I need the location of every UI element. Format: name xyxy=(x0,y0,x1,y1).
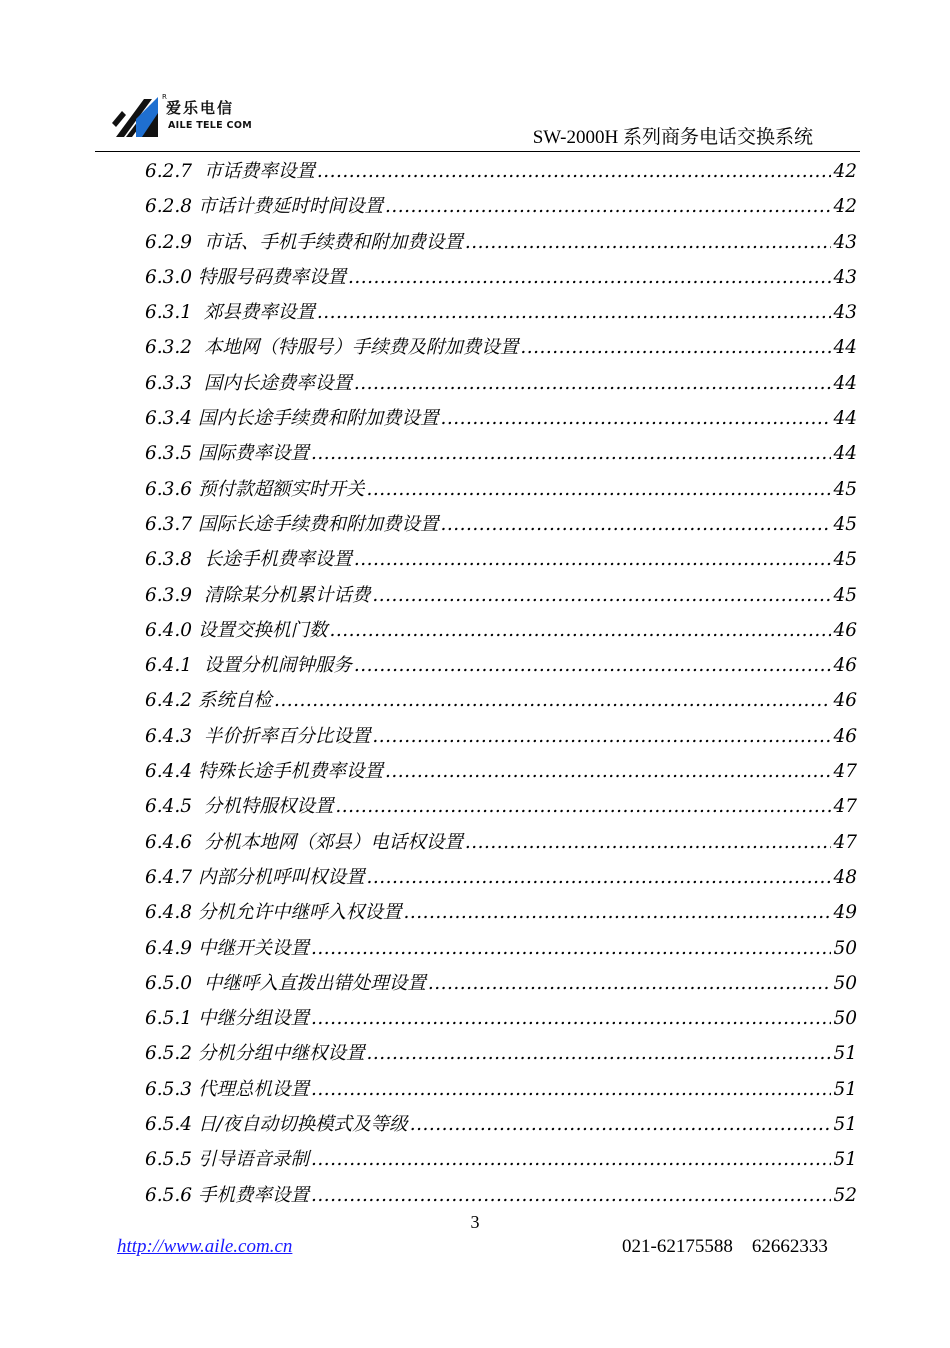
website-link[interactable]: http://www.aile.com.cn xyxy=(117,1236,293,1257)
toc-section-title: 分机特服权设置 xyxy=(203,796,334,818)
toc-section-number: 6.2.9 xyxy=(145,231,204,253)
toc-entry[interactable] xyxy=(145,507,857,542)
toc-page-number: 47 xyxy=(833,831,857,853)
toc-section-number: 6.3.5 xyxy=(145,443,198,465)
toc-section-number: 6.3.0 xyxy=(145,266,198,288)
toc-entry[interactable] xyxy=(145,719,857,754)
toc-page-number: 46 xyxy=(833,690,857,712)
toc-entry[interactable] xyxy=(145,648,857,683)
toc-page-number: 42 xyxy=(833,161,857,182)
toc-section-number: 6.3.4 xyxy=(145,408,198,430)
toc-section-number: 6.3.8 xyxy=(145,549,204,571)
toc-dot-leader xyxy=(366,472,831,507)
toc-entry[interactable] xyxy=(145,895,857,930)
toc-page-number: 44 xyxy=(833,337,857,359)
toc-section-number: 6.5.0 xyxy=(145,972,204,994)
toc-entry[interactable] xyxy=(145,860,857,895)
toc-page-number: 45 xyxy=(833,584,857,606)
toc-entry[interactable] xyxy=(145,578,857,613)
toc-page-number: 44 xyxy=(833,443,857,465)
toc-page-number: 44 xyxy=(833,372,857,394)
toc-section-title: 代理总机设置 xyxy=(197,1078,309,1100)
toc-dot-leader xyxy=(465,225,832,260)
toc-section-number: 6.4.1 xyxy=(145,655,204,677)
toc-section-title: 分机分组中继权设置 xyxy=(197,1043,365,1065)
toc-dot-leader xyxy=(440,401,831,436)
toc-dot-leader xyxy=(311,1072,831,1107)
toc-page-number: 48 xyxy=(833,866,857,888)
toc-dot-leader xyxy=(385,189,831,224)
toc-section-number: 6.3.2 xyxy=(145,337,204,359)
registered-mark: R xyxy=(162,93,167,101)
toc-section-number: 6.2.7 xyxy=(145,161,204,182)
toc-dot-leader xyxy=(372,719,831,754)
logo-chinese-name: 爱乐电信 xyxy=(166,99,235,117)
toc-page-number: 46 xyxy=(833,725,857,747)
toc-dot-leader xyxy=(366,1036,831,1071)
toc-dot-leader xyxy=(335,789,831,824)
toc-page-number: 51 xyxy=(833,1043,857,1065)
toc-dot-leader xyxy=(403,895,831,930)
toc-section-number: 6.3.3 xyxy=(145,372,204,394)
toc-section-number: 6.4.9 xyxy=(145,937,198,959)
toc-dot-leader xyxy=(329,613,831,648)
toc-section-number: 6.3.6 xyxy=(145,478,198,500)
toc-section-title: 市话、手机手续费和附加费设置 xyxy=(203,231,463,253)
toc-section-title: 设置分机闹钟服务 xyxy=(203,655,352,677)
document-title: SW-2000H 系列商务电话交换系统 xyxy=(532,127,813,148)
toc-section-number: 6.4.6 xyxy=(145,831,204,853)
toc-section-title: 国内长途费率设置 xyxy=(203,372,352,394)
toc-page-number: 51 xyxy=(833,1114,857,1136)
toc-dot-leader xyxy=(311,1001,831,1036)
toc-entry[interactable] xyxy=(145,472,857,507)
toc-page-number: 45 xyxy=(833,478,857,500)
toc-dot-leader xyxy=(520,330,831,365)
toc-section-number: 6.5.5 xyxy=(145,1149,198,1171)
toc-dot-leader xyxy=(385,754,831,789)
toc-page-number: 47 xyxy=(833,761,857,783)
toc-page-number: 46 xyxy=(833,655,857,677)
toc-page-number: 45 xyxy=(833,513,857,535)
toc-section-title: 内部分机呼叫权设置 xyxy=(197,866,365,888)
toc-entry[interactable] xyxy=(145,931,857,966)
toc-dot-leader xyxy=(428,966,832,1001)
toc-section-title: 特服号码费率设置 xyxy=(197,266,346,288)
toc-entry[interactable] xyxy=(145,1178,857,1213)
header-divider xyxy=(95,151,860,152)
toc-dot-leader xyxy=(274,683,831,718)
toc-entry[interactable] xyxy=(145,754,857,789)
toc-page-number: 44 xyxy=(833,408,857,430)
toc-entry[interactable] xyxy=(145,1142,857,1177)
toc-dot-leader xyxy=(317,154,832,189)
toc-section-number: 6.4.7 xyxy=(145,866,198,888)
toc-section-title: 半价折率百分比设置 xyxy=(203,725,371,747)
toc-section-number: 6.5.6 xyxy=(145,1184,198,1206)
toc-page-number: 50 xyxy=(833,937,857,959)
toc-section-title: 引导语音录制 xyxy=(197,1149,309,1171)
toc-dot-leader xyxy=(311,436,831,471)
toc-entry[interactable] xyxy=(145,1072,857,1107)
toc-section-title: 特殊长途手机费率设置 xyxy=(197,761,383,783)
toc-entry[interactable] xyxy=(145,789,857,824)
toc-section-title: 国内长途手续费和附加费设置 xyxy=(197,408,439,430)
toc-page-number: 43 xyxy=(833,302,857,324)
contact-phone: 021-62175588 62662333 xyxy=(622,1236,828,1257)
toc-section-number: 6.3.1 xyxy=(145,302,204,324)
toc-section-number: 6.5.4 xyxy=(145,1114,198,1136)
toc-page-number: 52 xyxy=(833,1184,857,1206)
toc-section-title: 国际费率设置 xyxy=(197,443,309,465)
company-logo xyxy=(112,93,272,141)
toc-section-number: 6.4.4 xyxy=(145,761,198,783)
toc-section-title: 市话计费延时时间设置 xyxy=(197,196,383,218)
toc-dot-leader xyxy=(410,1107,832,1142)
logo-english-name: AILE TELE COM xyxy=(168,120,252,131)
toc-section-number: 6.2.8 xyxy=(145,196,198,218)
toc-entry[interactable] xyxy=(145,225,857,260)
toc-dot-leader xyxy=(354,366,832,401)
toc-dot-leader xyxy=(372,578,831,613)
toc-dot-leader xyxy=(317,295,832,330)
toc-page-number: 47 xyxy=(833,796,857,818)
toc-page-number: 50 xyxy=(833,1008,857,1030)
toc-dot-leader xyxy=(311,1178,831,1213)
toc-section-title: 清除某分机累计话费 xyxy=(203,584,371,606)
toc-entry[interactable] xyxy=(145,436,857,471)
toc-entry[interactable] xyxy=(145,401,857,436)
toc-section-number: 6.3.7 xyxy=(145,513,198,535)
toc-entry[interactable] xyxy=(145,330,857,365)
toc-page-number: 50 xyxy=(833,972,857,994)
toc-page-number: 49 xyxy=(833,902,857,924)
toc-dot-leader xyxy=(311,1142,831,1177)
logo-mark-icon xyxy=(112,93,162,139)
toc-section-title: 预付款超额实时开关 xyxy=(197,478,365,500)
toc-entry[interactable] xyxy=(145,189,857,224)
page-number: 3 xyxy=(470,1212,480,1232)
toc-dot-leader xyxy=(440,507,831,542)
toc-page-number: 51 xyxy=(833,1149,857,1171)
toc-section-number: 6.4.8 xyxy=(145,902,198,924)
toc-entry[interactable] xyxy=(145,683,857,718)
toc-entry[interactable] xyxy=(145,1036,857,1071)
toc-page-number: 51 xyxy=(833,1078,857,1100)
toc-entry[interactable] xyxy=(145,366,857,401)
toc-page-number: 43 xyxy=(833,231,857,253)
toc-section-title: 中继分组设置 xyxy=(197,1008,309,1030)
toc-page-number: 43 xyxy=(833,266,857,288)
toc-section-title: 国际长途手续费和附加费设置 xyxy=(197,513,439,535)
toc-section-title: 中继开关设置 xyxy=(197,937,309,959)
toc-entry[interactable] xyxy=(145,966,857,1001)
toc-section-number: 6.4.2 xyxy=(145,690,198,712)
toc-entry[interactable] xyxy=(145,825,857,860)
toc-section-number: 6.5.2 xyxy=(145,1043,198,1065)
toc-section-number: 6.3.9 xyxy=(145,584,204,606)
toc-entry[interactable] xyxy=(145,295,857,330)
toc-page-number: 46 xyxy=(833,619,857,641)
toc-dot-leader xyxy=(348,260,831,295)
toc-section-number: 6.5.3 xyxy=(145,1078,198,1100)
toc-section-title: 长途手机费率设置 xyxy=(203,549,352,571)
toc-entry[interactable] xyxy=(145,542,857,577)
toc-page-number: 42 xyxy=(833,196,857,218)
toc-entry[interactable] xyxy=(145,1107,857,1142)
toc-dot-leader xyxy=(311,931,831,966)
toc-dot-leader xyxy=(354,648,832,683)
toc-section-title: 中继呼入直拨出错处理设置 xyxy=(203,972,426,994)
toc-dot-leader xyxy=(354,542,832,577)
table-of-contents xyxy=(145,154,857,1213)
toc-section-number: 6.4.5 xyxy=(145,796,204,818)
toc-section-title: 设置交换机门数 xyxy=(197,619,328,641)
toc-entry[interactable] xyxy=(145,154,857,189)
toc-entry[interactable] xyxy=(145,260,857,295)
toc-section-title: 手机费率设置 xyxy=(197,1184,309,1206)
toc-section-number: 6.4.3 xyxy=(145,725,204,747)
toc-entry[interactable] xyxy=(145,1001,857,1036)
toc-entry[interactable] xyxy=(145,613,857,648)
toc-dot-leader xyxy=(366,860,831,895)
toc-section-title: 郊县费率设置 xyxy=(203,302,315,324)
toc-section-title: 系统自检 xyxy=(197,690,272,712)
toc-dot-leader xyxy=(465,825,832,860)
toc-section-number: 6.4.0 xyxy=(145,619,198,641)
toc-section-title: 本地网（特服号）手续费及附加费设置 xyxy=(203,337,519,359)
toc-section-title: 分机本地网（郊县）电话权设置 xyxy=(203,831,463,853)
toc-section-title: 日/夜自动切换模式及等级 xyxy=(197,1114,408,1136)
toc-page-number: 45 xyxy=(833,549,857,571)
toc-section-title: 分机允许中继呼入权设置 xyxy=(197,902,402,924)
toc-section-number: 6.5.1 xyxy=(145,1008,198,1030)
toc-section-title: 市话费率设置 xyxy=(203,161,315,182)
